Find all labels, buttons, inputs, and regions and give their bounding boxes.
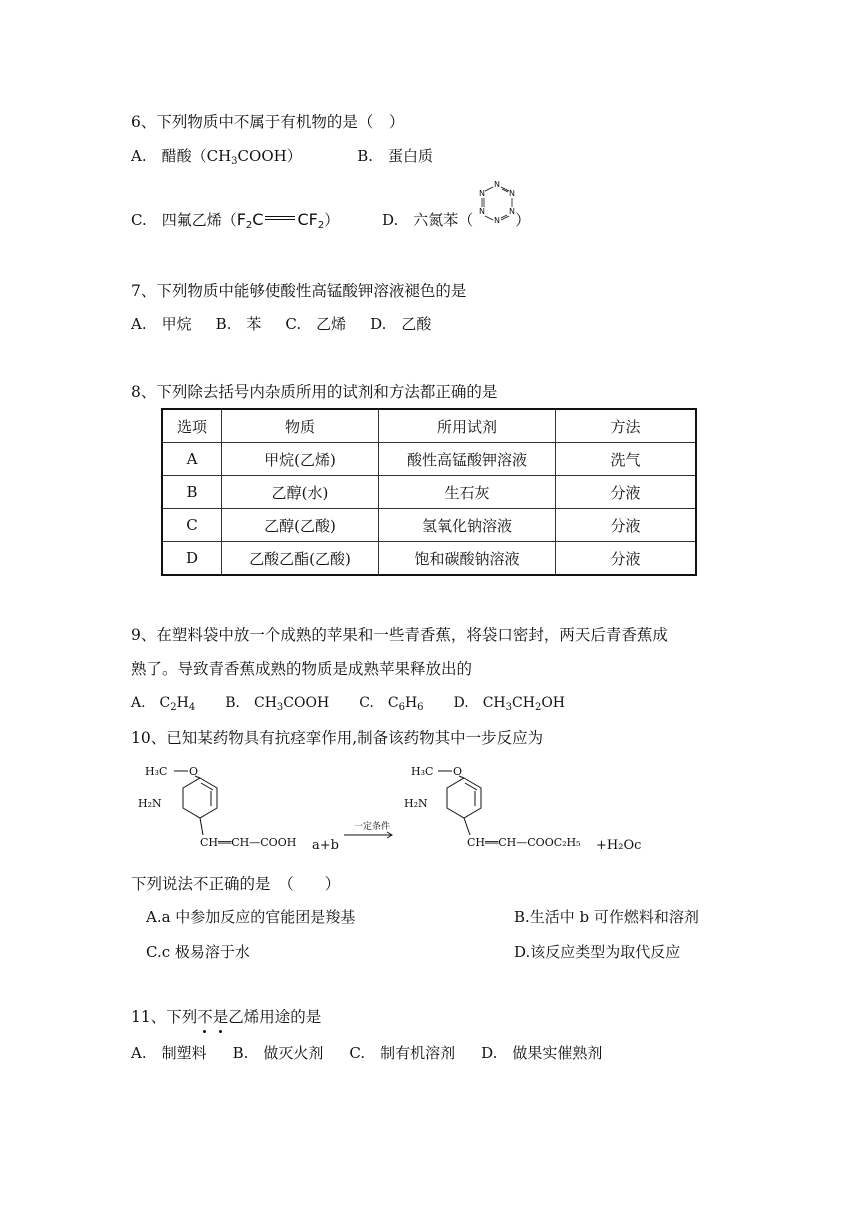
q9-stem-line2: 熟了。导致青香蕉成熟的物质是成熟苹果释放出的 xyxy=(131,660,473,678)
q7-option-a: A. 甲烷 xyxy=(131,315,192,333)
q9-option-d: D. $CH_3CH_2OH$ xyxy=(453,695,565,713)
q6-options-ab xyxy=(131,145,433,173)
q7-option-b: B. 苯 xyxy=(215,315,262,333)
q9-option-c: C. $C_6H_6$ xyxy=(359,695,424,713)
table-cell: 分液 xyxy=(556,476,697,509)
table-cell: 生石灰 xyxy=(379,476,556,509)
q8-table xyxy=(161,408,697,576)
q9-option-a: A. $C_2H_4$ xyxy=(131,695,196,713)
q11-option-a: A. 制塑料 xyxy=(131,1044,207,1062)
reactant-o-label: O xyxy=(189,765,199,778)
hexazine-structure xyxy=(473,178,521,228)
table-cell: 甲烷(乙烯) xyxy=(222,443,379,476)
table-cell: 洗气 xyxy=(556,443,697,476)
benzene-ring xyxy=(183,778,217,818)
table-row xyxy=(162,443,696,476)
table-header: 选项 xyxy=(162,409,222,443)
q7-options xyxy=(131,313,431,335)
q11-option-b: B. 做灭火剂 xyxy=(232,1044,324,1062)
q11-options xyxy=(131,1042,602,1064)
table-row xyxy=(162,542,696,576)
table-cell: A xyxy=(162,443,222,476)
q9-options xyxy=(131,692,565,719)
q7-option-d: D. 乙酸 xyxy=(370,315,432,333)
table-cell: 乙醇(乙酸) xyxy=(222,509,379,542)
reactant-h3c-label: H₃C xyxy=(145,765,168,778)
table-cell: 分液 xyxy=(556,509,697,542)
q10-stem: 10、已知某药物具有抗痉挛作用,制备该药物其中一步反应为 xyxy=(131,729,544,747)
q8-stem: 8、下列除去括号内杂质所用的试剂和方法都正确的是 xyxy=(131,383,498,401)
reactant-chain-label: CH══CH—COOH xyxy=(200,836,297,849)
ring-atom-n: N xyxy=(479,189,485,198)
table-row xyxy=(162,476,696,509)
q6-option-a: A. 醋酸$(CH_3COOH)$ xyxy=(131,147,302,167)
reactant-h2n-label: H₂N xyxy=(138,797,162,810)
q9-option-b: B. $CH_3COOH$ xyxy=(225,695,330,713)
table-header-row xyxy=(162,409,696,443)
table-cell: 乙醇(水) xyxy=(222,476,379,509)
q10-option-d: D.该反应类型为取代反应 xyxy=(514,943,681,961)
product-h2n-label: H₂N xyxy=(404,797,428,810)
q11-option-d: D. 做果实催熟剂 xyxy=(481,1044,603,1062)
ring-atom-n: N xyxy=(509,207,515,216)
q6-option-d: D. 六氮苯（ ） xyxy=(382,211,531,229)
q10-option-b: B.生活中 b 可作燃料和溶剂 xyxy=(514,908,699,926)
q6-stem: 6、下列物质中不属于有机物的是（ ） xyxy=(131,113,405,131)
table-header: 所用试剂 xyxy=(379,409,556,443)
product-chain-label: CH══CH—COOC₂H₅ xyxy=(467,836,581,849)
q10-reaction-scheme xyxy=(138,758,678,862)
ring-atom-n: N xyxy=(494,180,500,189)
q7-option-c: C. 乙烯 xyxy=(285,315,347,333)
q7-stem: 7、下列物质中能够使酸性高锰酸钾溶液褪色的是 xyxy=(131,282,467,300)
product-o-label: O xyxy=(453,765,463,778)
q9-stem-line1: 9、在塑料袋中放一个成熟的苹果和一些青香蕉，将袋口密封，两天后青香蕉成 xyxy=(131,626,668,644)
q10-option-c: C.c 极易溶于水 xyxy=(146,943,250,961)
reactant-plus-label: a+b xyxy=(312,838,339,853)
table-cell: 饱和碳酸钠溶液 xyxy=(379,542,556,576)
q10-question: 下列说法不正确的是 （ ） xyxy=(131,875,341,893)
tetrafluoroethylene-formula: $F_2C$ $CF_2$ xyxy=(236,210,325,231)
table-cell: 酸性高锰酸钾溶液 xyxy=(379,443,556,476)
product-h3c-label: H₃C xyxy=(411,765,434,778)
table-cell: C xyxy=(162,509,222,542)
ring-atom-n: N xyxy=(494,216,500,225)
q11-stem: 11、下列不是乙烯用途的是 xyxy=(131,1008,322,1026)
table-row xyxy=(162,509,696,542)
table-cell: 氢氧化钠溶液 xyxy=(379,509,556,542)
benzene-ring xyxy=(447,778,481,818)
product-plus-label: +H₂Oc xyxy=(596,838,642,853)
table-cell: 分液 xyxy=(556,542,697,576)
table-cell: D xyxy=(162,542,222,576)
table-header: 物质 xyxy=(222,409,379,443)
table-header: 方法 xyxy=(556,409,697,443)
q6-option-c: C. 四氟乙烯（$F_2C$ $CF_2$） xyxy=(131,210,340,231)
q10-option-a: A.a 中参加反应的官能团是羧基 xyxy=(146,908,356,926)
table-cell: 乙酸乙酯(乙酸) xyxy=(222,542,379,576)
table-cell: B xyxy=(162,476,222,509)
arrow-condition-label: 一定条件 xyxy=(354,822,391,832)
ring-atom-n: N xyxy=(479,207,485,216)
q11-option-c: C. 制有机溶剂 xyxy=(349,1044,456,1062)
emphasis-char: 是 xyxy=(212,1008,229,1026)
q6-option-b: B. 蛋白质 xyxy=(357,147,434,165)
ring-atom-n: N xyxy=(509,189,515,198)
emphasis-char: 不 xyxy=(197,1008,213,1026)
